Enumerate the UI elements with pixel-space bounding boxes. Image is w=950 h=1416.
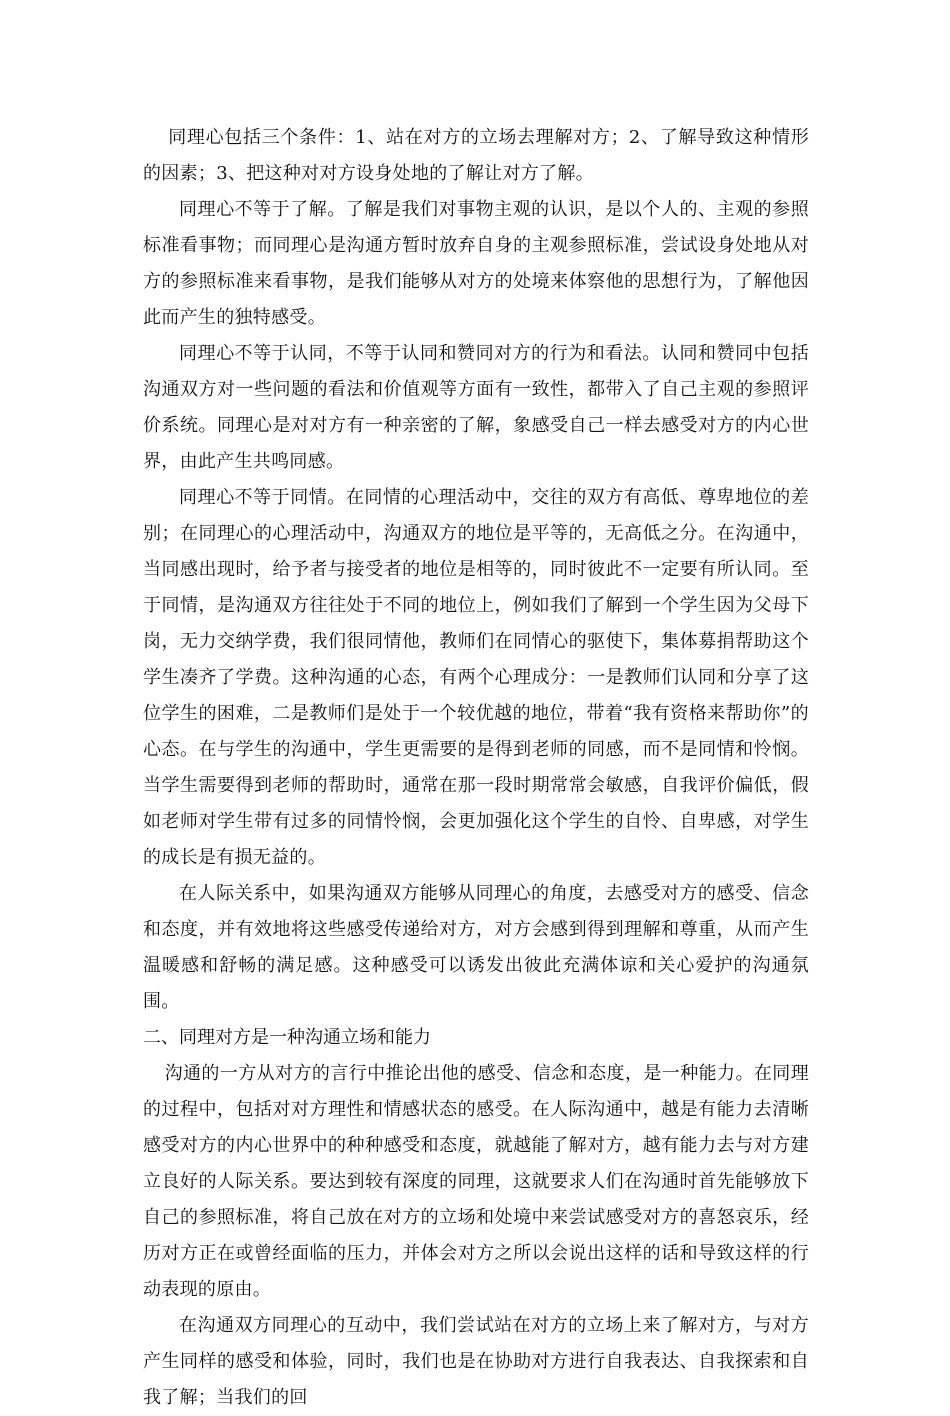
document-page: [143, 120, 809, 1416]
paragraph-not-understanding: 同理心不等于了解。了解是我们对事物主观的认识，是以个人的、主观的参照标准看事物；而同理心是沟通方暂时放弃自身的主观参照标准，尝试设身处地从对方的参照标准来看事物，是我们能够从对方的处境来体察他的思想行为，了解他因此而产生的独特感受。: [143, 199, 809, 328]
paragraph-interaction: 在沟通双方同理心的互动中，我们尝试站在对方的立场上来了解对方，与对方产生同样的感受和体验，同时，我们也是在协助对方进行自我表达、自我探索和自我了解；当我们的回: [143, 1315, 809, 1408]
paragraph-conditions: 同理心包括三个条件：1、站在对方的立场去理解对方；2、了解导致这种情形的因素；3、把这种对对方设身处地的了解让对方了解。: [143, 127, 809, 184]
paragraph-not-sympathy: 同理心不等于同情。在同情的心理活动中，交往的双方有高低、尊卑地位的差别；在同理心的心理活动中，沟通双方的地位是平等的，无高低之分。在沟通中，当同感出现时，给予者与接受者的地位是相等的，同时彼此不一定要有所认同。至于同情，是沟通双方往往处于不同的地位上，例如我们了解到一个学生因为父母下岗，无力交纳学费，我们很同情他，教师们在同情心的驱使下，集体募捐帮助这个学生凑齐了学费。这种沟通的心态，有两个心理成分：一是教师们认同和分享了这位学生的困难，二是教师们是处于一个较优越的地位，带着“我有资格来帮助你”的心态。在与学生的沟通中，学生更需要的是得到老师的同感，而不是同情和怜悯。当学生需要得到老师的帮助时，通常在那一段时期常常会敏感，自我评价偏低，假如老师对学生带有过多的同情怜悯，会更加强化这个学生的自怜、自卑感，对学生的成长是有损无益的。: [143, 487, 809, 868]
paragraph-not-agreement: 同理心不等于认同，不等于认同和赞同对方的行为和看法。认同和赞同中包括沟通双方对一些问题的看法和价值观等方面有一致性，都带入了自己主观的参照评价系统。同理心是对对方有一种亲密的了解，象感受自己一样去感受对方的内心世界，由此产生共鸣同感。: [143, 343, 809, 472]
paragraph-ability: 沟通的一方从对方的言行中推论出他的感受、信念和态度，是一种能力。在同理的过程中，包括对对方理性和情感状态的感受。在人际沟通中，越是有能力去清晰感受对方的内心世界中的种种感受和态度，就越能了解对方，越有能力去与对方建立良好的人际关系。要达到较有深度的同理，这就要求人们在沟通时首先能够放下自己的参照标准，将自己放在对方的立场和处境中来尝试感受对方的喜怒哀乐，经历对方正在或曾经面临的压力，并体会对方之所以会说出这样的话和导致这样的行动表现的原由。: [143, 1063, 809, 1300]
section-heading: 二、同理对方是一种沟通立场和能力: [143, 1027, 431, 1048]
paragraph-interpersonal: 在人际关系中，如果沟通双方能够从同理心的角度，去感受对方的感受、信念和态度，并有效地将这些感受传递给对方，对方会感到得到理解和尊重，从而产生温暖感和舒畅的满足感。这种感受可以诱发出彼此充满体谅和关心爱护的沟通氛围。: [143, 883, 809, 1012]
